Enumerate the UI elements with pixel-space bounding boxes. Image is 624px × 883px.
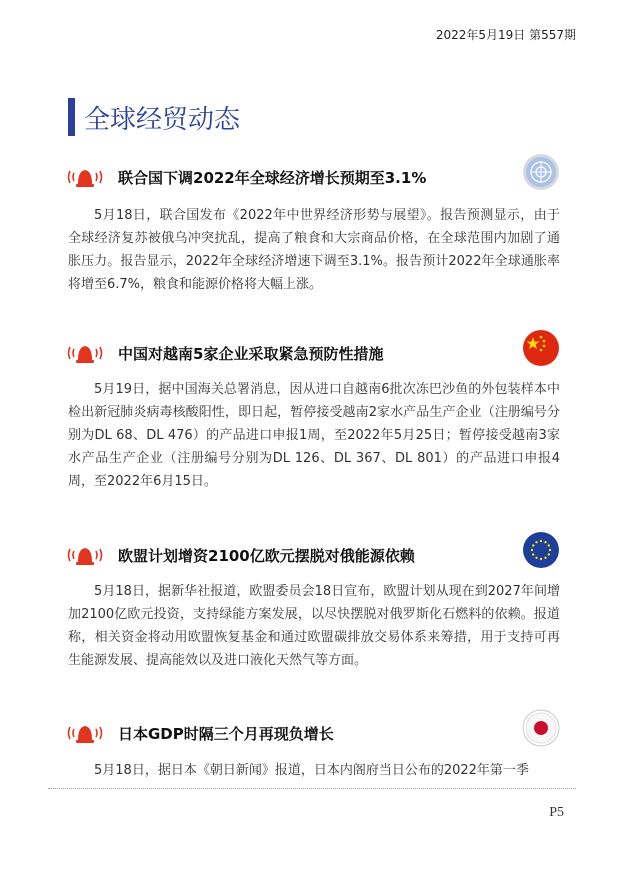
- article-headline: 日本GDP时隔三个月再现负增长: [118, 725, 334, 743]
- article-header: [66, 163, 562, 193]
- page-number: P5: [549, 805, 564, 820]
- article-body: 5月18日，联合国发布《2022年中世界经济形势与展望》。报告预测显示，由于全球经济复苏被俄乌冲突扰乱，提高了粮食和大宗商品价格，在全球范围内加剧了通胀压力。报告显示，2022年全球经济增速下调至3.1%。报告预计2022年全球通胀率将增至6.7%，粮食和能源价格将大幅上涨。: [68, 208, 560, 292]
- section-title: 全球经贸动态: [84, 105, 241, 135]
- alarm-bell-icon: [66, 341, 104, 365]
- article-header: [66, 339, 562, 369]
- article-header: [66, 719, 562, 749]
- article-body: 5月18日，据日本《朝日新闻》报道，日本内阁府当日公布的2022年第一季: [94, 763, 529, 778]
- article-headline: 联合国下调2022年全球经济增长预期至3.1%: [118, 169, 427, 187]
- article-headline: 中国对越南5家企业采取紧急预防性措施: [118, 345, 384, 363]
- alarm-bell-icon: [66, 165, 104, 189]
- article-headline: 欧盟计划增资2100亿欧元摆脱对俄能源依赖: [118, 547, 415, 565]
- china-flag-icon: [522, 329, 560, 367]
- article-header: [66, 541, 562, 571]
- alarm-bell-icon: [66, 543, 104, 567]
- alarm-bell-icon: [66, 721, 104, 745]
- section-accent-bar: [68, 98, 75, 136]
- article-body: 5月18日，据新华社报道，欧盟委员会18日宣布，欧盟计划从现在到2027年间增加2100亿欧元投资，支持绿能方案发展，以尽快摆脱对俄罗斯化石燃料的依赖。报道称，相关资金将动用欧盟恢复基金和通过欧盟碳排放交易体系来筹措，用于支持可再生能源发展、提高能效以及进口液化天然气等方面。: [68, 584, 560, 668]
- article-body: 5月19日，据中国海关总署消息，因从进口自越南6批次冻巴沙鱼的外包装样本中检出新冠肺炎病毒核酸阳性，即日起，暂停接受越南2家水产品生产企业（注册编号分别为DL 68、DL 476）的产品进口申报1周，至2022年5月25日；暂停接受越南3家水产品生产企业（注册编号分别为DL 126、DL 367、DL 801）的产品进口申报4周，至2022年6月15日。: [68, 382, 560, 489]
- footer-divider: [48, 788, 576, 789]
- eu-flag-icon: [522, 531, 560, 569]
- japan-flag-icon: [522, 709, 560, 747]
- un-emblem-icon: [522, 153, 560, 191]
- issue-date: 2022年5月19日 第557期: [435, 28, 576, 42]
